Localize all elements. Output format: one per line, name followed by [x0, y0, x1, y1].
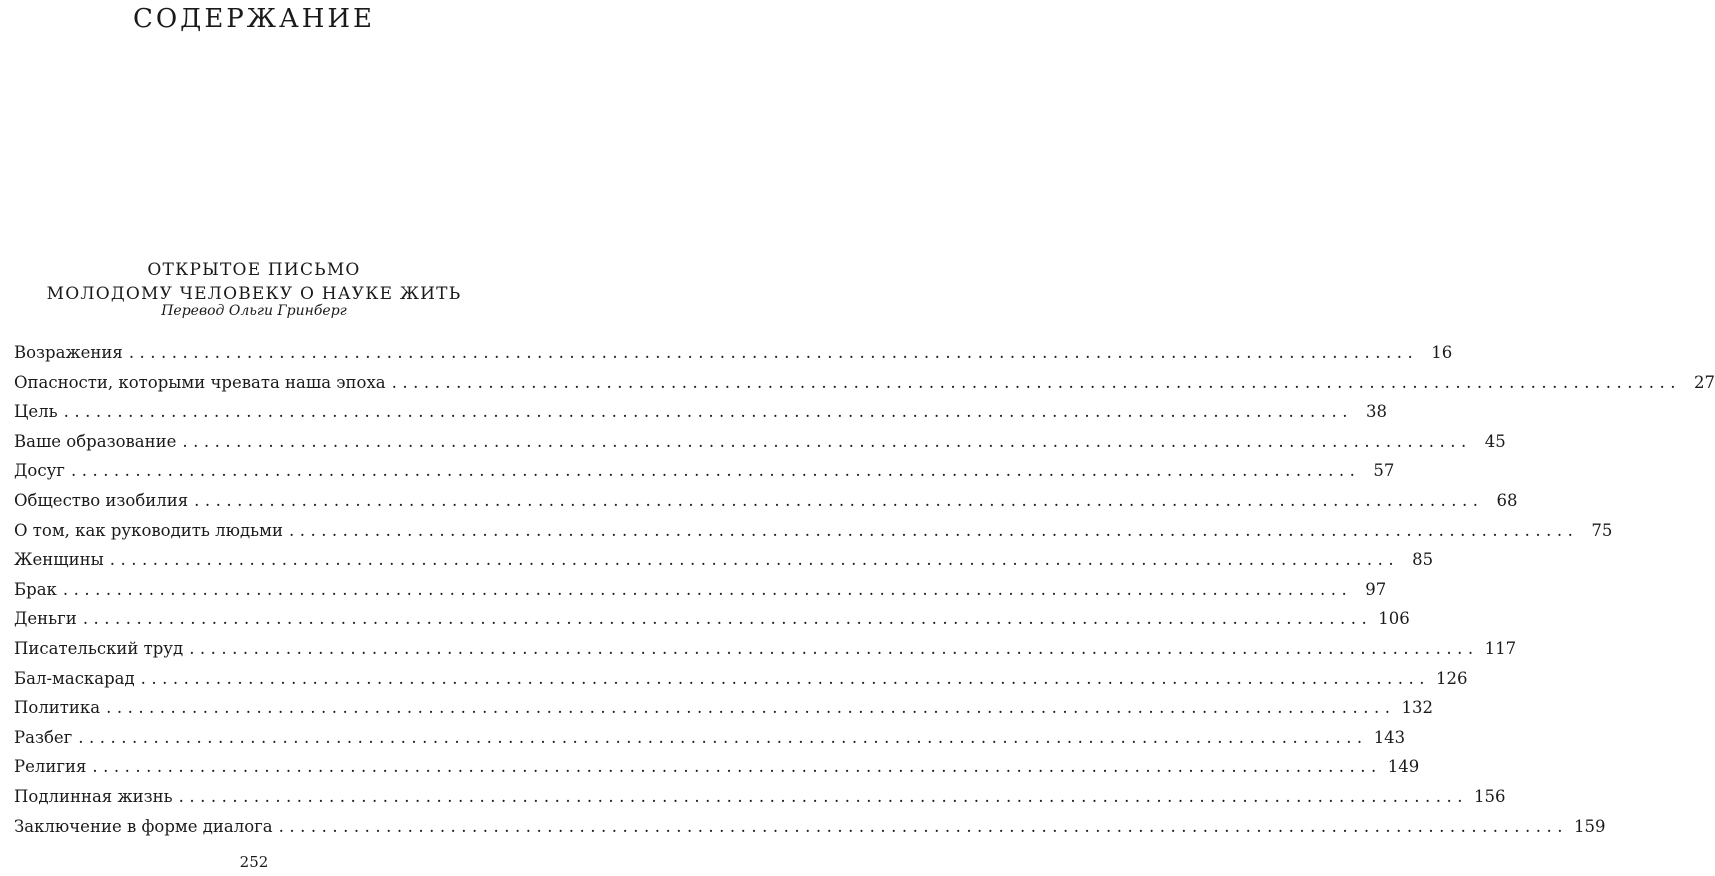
- toc-entry[interactable]: [14, 456, 1395, 486]
- toc-entry-title: Женщины: [14, 550, 104, 570]
- toc-entry-title: Бал-маскарад: [14, 668, 135, 688]
- toc-leader-dots: ........................................................................................................................: [278, 816, 1569, 836]
- toc-entry-page: 16: [1431, 343, 1453, 362]
- page-title: СОДЕРЖАНИЕ: [132, 4, 376, 34]
- toc-entry-page: 45: [1484, 431, 1506, 451]
- toc-entry-page: 27: [1694, 372, 1715, 392]
- toc-leader-dots: ........................................................................................................................: [70, 461, 1361, 481]
- toc-entry-title: Цель: [14, 402, 58, 422]
- toc-entry-title: Общество изобилия: [14, 490, 189, 510]
- toc-entry-page: 132: [1401, 698, 1433, 718]
- toc-entry[interactable]: [14, 782, 1506, 812]
- toc-entry-page: 117: [1484, 638, 1517, 658]
- toc-entry-title: Подлинная жизнь: [14, 786, 173, 806]
- toc-leader-dots: ........................................................................................................................: [63, 402, 1354, 422]
- toc-entry-page: 68: [1496, 490, 1518, 510]
- toc-entry[interactable]: [14, 516, 1613, 546]
- toc-entry[interactable]: [14, 397, 1388, 427]
- section-heading-line: МОЛОДОМУ ЧЕЛОВЕКУ О НАУКЕ ЖИТЬ: [46, 284, 462, 304]
- toc-entry-title: Брак: [14, 579, 57, 599]
- page-number: 252: [239, 853, 269, 871]
- toc-entry-page: 57: [1373, 461, 1395, 481]
- toc-leader-dots: ........................................................................................................................: [128, 343, 1419, 362]
- toc-entry-title: Опасности, которыми чревата наша эпоха: [14, 372, 386, 392]
- toc-entry[interactable]: [14, 664, 1468, 694]
- toc-entry[interactable]: [14, 575, 1387, 605]
- toc-entry[interactable]: [14, 338, 1453, 368]
- table-of-contents: [14, 338, 1715, 841]
- toc-entry-page: 38: [1366, 402, 1388, 422]
- toc-entry[interactable]: [14, 812, 1606, 842]
- toc-entry-title: Деньги: [14, 609, 77, 629]
- toc-entry-page: 106: [1378, 609, 1410, 629]
- toc-entry-title: О том, как руководить людьми: [14, 520, 283, 540]
- section-heading-line: ОТКРЫТОЕ ПИСЬМО: [147, 260, 361, 280]
- toc-entry-page: 75: [1591, 520, 1613, 540]
- toc-leader-dots: ........................................................................................................................: [140, 668, 1431, 688]
- toc-leader-dots: ........................................................................................................................: [109, 550, 1400, 570]
- toc-leader-dots: ........................................................................................................................: [82, 609, 1373, 629]
- toc-leader-dots: ........................................................................................................................: [288, 520, 1579, 540]
- toc-entry-title: Ваше образование: [14, 431, 177, 451]
- toc-entry-page: 149: [1387, 757, 1420, 777]
- toc-entry[interactable]: [14, 634, 1517, 664]
- toc-entry-page: 85: [1412, 550, 1434, 570]
- toc-leader-dots: ........................................................................................................................: [182, 431, 1472, 451]
- toc-entry-page: 126: [1436, 668, 1468, 688]
- toc-entry-page: 97: [1365, 579, 1387, 599]
- toc-leader-dots: ........................................................................................................................: [78, 727, 1368, 747]
- toc-leader-dots: ........................................................................................................................: [106, 698, 1396, 718]
- toc-entry-title: Политика: [14, 698, 101, 718]
- toc-entry[interactable]: [14, 427, 1506, 457]
- translator-credit: Перевод Ольги Гринберг: [161, 303, 347, 319]
- toc-entry-title: Досуг: [14, 461, 65, 481]
- toc-entry[interactable]: [14, 752, 1420, 782]
- toc-entry[interactable]: [14, 693, 1433, 723]
- toc-leader-dots: ........................................................................................................................: [62, 579, 1353, 599]
- toc-entry[interactable]: [14, 486, 1518, 516]
- toc-entry-title: Возражения: [14, 343, 123, 362]
- toc-entry[interactable]: [14, 368, 1715, 398]
- toc-entry-title: Писательский труд: [14, 638, 184, 658]
- toc-leader-dots: ........................................................................................................................: [391, 372, 1682, 392]
- toc-entry-title: Заключение в форме диалога: [14, 816, 273, 836]
- toc-entry-title: Разбег: [14, 727, 73, 747]
- toc-leader-dots: ........................................................................................................................: [92, 757, 1382, 777]
- toc-entry[interactable]: [14, 545, 1434, 575]
- toc-entry-page: 159: [1574, 816, 1606, 836]
- toc-entry-title: Религия: [14, 757, 87, 777]
- toc-entry-page: 143: [1373, 727, 1406, 747]
- toc-leader-dots: ........................................................................................................................: [194, 490, 1484, 510]
- section-heading: [0, 258, 508, 306]
- toc-leader-dots: ........................................................................................................................: [178, 786, 1468, 806]
- toc-entry-page: 156: [1474, 786, 1506, 806]
- toc-entry[interactable]: [14, 723, 1406, 753]
- toc-entry[interactable]: [14, 604, 1410, 634]
- toc-leader-dots: ........................................................................................................................: [189, 638, 1479, 658]
